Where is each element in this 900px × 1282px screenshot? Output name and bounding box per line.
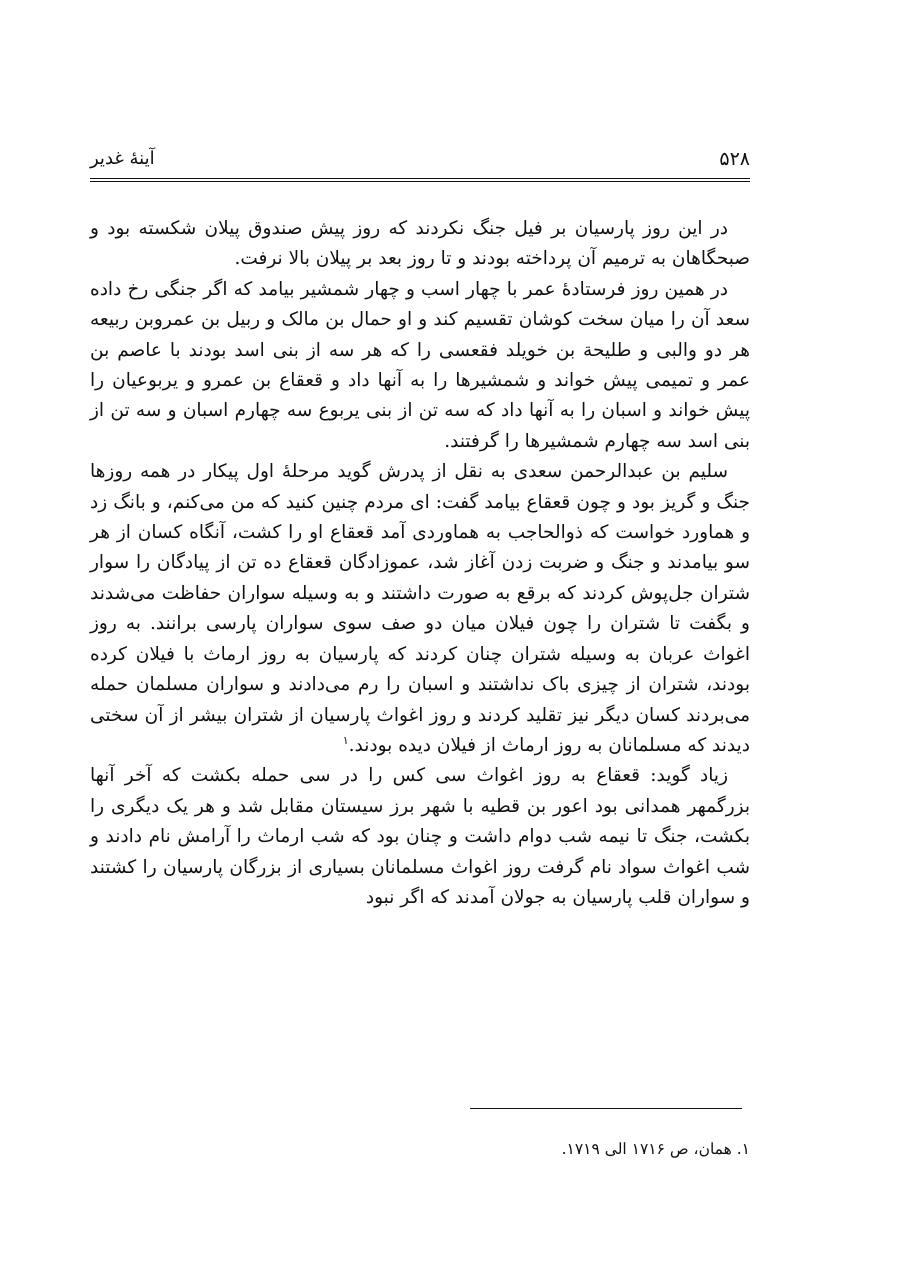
paragraph-4: زیاد گوید: قعقاع به روز اغواث سی کس را در سی حمله بکشت که آخر آنها بزرگمهر همدانی بود اعور بن قطیه با شهر برز سیستان مقابل شد و هر یک دیگری را بکشت، جنگ تا نیمه شب دوام داشت و چنان بود که شب ارماث را آرامش نام دادند و شب اغواث سواد نام گرفت روز اغواث مسلمانان بسیاری از بزرگان پارسیان را کشتند و سواران قلب پارسیان به جولان آمدند که اگر نبود xyxy=(90,765,750,908)
footnote-marker: ۱ xyxy=(342,733,349,747)
paragraph-1: در این روز پارسیان بر فیل جنگ نکردند که روز پیش صندوق پیلان شکسته بود و صبحگاهان به ترمیم آن پرداخته بودند و تا روز بعد بر پیلان بالا نرفت. xyxy=(90,218,750,270)
page-number: ۵۲۸ xyxy=(719,148,750,170)
body-text xyxy=(90,214,750,913)
footnote: ۱. همان، ص ۱۷۱۶ الی ۱۷۱۹. xyxy=(561,1140,750,1158)
footnote-divider xyxy=(470,1108,742,1109)
page-header xyxy=(90,148,750,178)
running-title: آینهٔ غدیر xyxy=(90,148,155,169)
header-divider xyxy=(90,178,750,182)
paragraph-2: در همین روز فرستادهٔ عمر با چهار اسب و چهار شمشیر بیامد که اگر جنگی رخ داده سعد آن را میان سخت کوشان تقسیم کند و او حمال بن مالک و ربیل بن عمروبن ربیعه هر دو والبی و طلیحة بن خویلد فقعسی را که هر سه از بنی اسد بودند با عاصم بن عمر و تمیمی پیش خواند و شمشیرها را به آنها داد و قعقاع بن عمرو و یربوعیان را پیش خواند و اسبان را به آنها داد که سه تن از بنی یربوع سه چهارم اسبان و سه تن از بنی اسد سه چهارم شمشیرها را گرفتند. xyxy=(90,278,750,452)
paragraph-3-text: سلیم بن عبدالرحمن سعدی به نقل از پدرش گوید مرحلهٔ اول پیکار در همه روزها جنگ و گریز بود و چون قعقاع بیامد گفت: ای مردم چنین کنید که من می‌کنم، و بانگ زد و هماورد خواست که ذوالحاجب به هماوردی آمد قعقاع او را کشت، آنگاه کسان از هر سو بیامدند و جنگ و ضربت زدن آغاز شد، عموزادگان قعقاع ده تن از پیادگان را سوار شتران جل‌پوش کردند که برقع به صورت داشتند و به وسیله سواران حفاظت می‌شدند و بگفت تا شتران را چون فیلان میان دو صف سوی سواران پارسی برانند. به روز اغواث عربان به وسیله شتران چنان کردند که پارسیان به روز ارماث با فیلان کرده بودند، شتران از چیزی باک نداشتند و اسبان را رم می‌دادند و سواران مسلمان حمله می‌بردند کسان دیگر نیز تقلید کردند و روز اغواث پارسیان از شتران بیشر از آن سختی دیدند که مسلمانان به روز ارماث از فیلان دیده بودند. xyxy=(90,461,750,756)
paragraph-3 xyxy=(90,457,750,761)
